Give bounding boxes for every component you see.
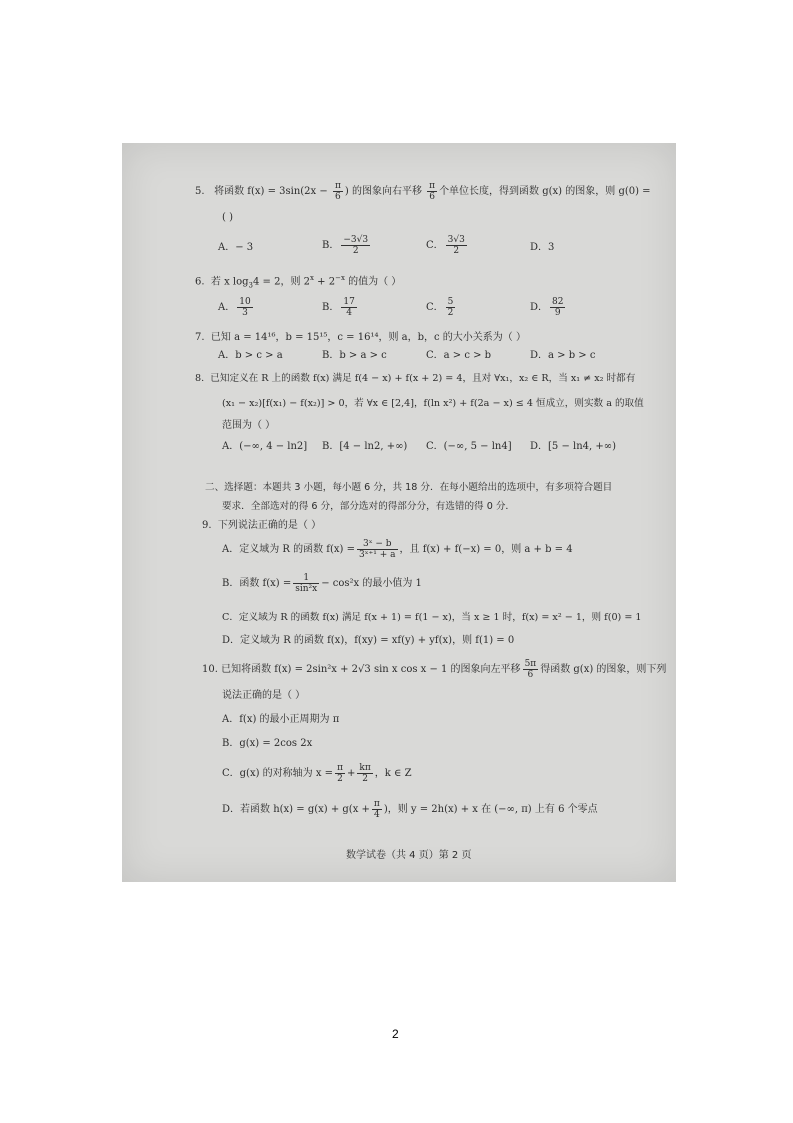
option-b: B．b > a > c (322, 350, 387, 361)
question-5 (195, 181, 651, 202)
option-a: A． $\frac{10}{3}$ (218, 297, 251, 318)
option-c: C．定义域为 R 的函数 f(x) 满足 f(x + 1) = f(1 − x)，当 x ≥ 1 时，f(x) = x² − 1，则 f(0) = 1 (222, 612, 642, 623)
scanned-exam-page (122, 143, 676, 882)
option-a: A．(−∞, 4 − ln2] (222, 441, 308, 452)
question-7: 7. 已知 a = 14¹⁶，b = 15¹⁵，c = 16¹⁴，则 a，b，c 的大小关系为（ ） (195, 332, 526, 343)
question-9: 9. 下列说法正确的是（ ） (202, 520, 322, 531)
option-a: A．b > c > a (218, 350, 283, 361)
option-a: A．f(x) 的最小正周期为 π (222, 714, 340, 725)
question-text: 个单位长度，得到函数 g(x) 的图象，则 g(0) = (439, 186, 651, 197)
question-10-line2: 说法正确的是（ ） (222, 690, 306, 701)
section-heading: 二、选择题：本题共 3 小题，每小题 6 分，共 18 分．在每小题给出的选项中，有多项符合题目 (205, 482, 613, 493)
page-number: 2 (392, 1027, 399, 1041)
section-heading-line2: 要求．全部选对的得 6 分，部分选对的得部分分，有选错的得 0 分． (222, 501, 516, 512)
option-c: C． $\frac{5}{2}$ (426, 297, 454, 318)
option-c: C．(−∞, 5 − ln4] (426, 441, 512, 452)
option-d: D． $\frac{82}{9}$ (530, 297, 564, 318)
question-text: ) 的图象向右平移 (344, 186, 422, 197)
question-8: 8. 已知定义在 R 上的函数 f(x) 满足 f(4 − x) + f(x + 2) = 4，且对 ∀x₁，x₂ ∈ R，当 x₁ ≠ x₂ 时都有 (195, 373, 636, 384)
option-b: B．[4 − ln2, +∞) (322, 441, 408, 452)
option-d: D．定义域为 R 的函数 f(x)，f(xy) = xf(y) + yf(x)，则 f(1) = 0 (222, 635, 515, 646)
answer-paren: ( ) (222, 212, 233, 223)
option-d: D．若函数 h(x) = g(x) + g(x + $\frac{\pi}{4}$ )，则 y = 2h(x) + x 在 (−∞, π) 上有 6 个零点 (222, 799, 598, 820)
option-b: B． $\frac{-3√3}{2}$ (322, 235, 369, 256)
question-8-line2: (x₁ − x₂)[f(x₁) − f(x₂)] > 0，若 ∀x ∈ [2,4]，f(ln x²) + f(2a − x) ≤ 4 恒成立，则实数 a 的取值 (222, 398, 644, 409)
question-text: 将函数 f(x) = 3sin(2x − (214, 186, 328, 197)
question-number: 5. (195, 186, 205, 197)
page-footer: 数学试卷（共 4 页）第 2 页 (346, 850, 472, 861)
option-d: D．[5 − ln4, +∞) (530, 441, 616, 452)
fraction: $\frac{\pi}{6}$ (429, 181, 436, 202)
fraction: $\frac{\pi}{6}$ (334, 181, 341, 202)
option-c: C．g(x) 的对称轴为 x = $\frac{\pi}{2}$ + $\frac{k\pi}{2}$ ，k ∈ Z (222, 763, 412, 784)
option-a: A．− 3 (218, 242, 254, 253)
question-6: 6. 若 x $\log_34 = 2$，则 $2^x + 2^{-x}$ 的值为（ ） (195, 274, 402, 290)
option-b: B． $\frac{17}{4}$ (322, 297, 355, 318)
option-d: D．3 (530, 242, 555, 253)
option-b: B．函数 f(x) = $\frac{1}{\text{sin²x}}$ − cos²x 的最小值为 1 (222, 573, 422, 594)
question-8-line3: 范围为（ ） (222, 420, 276, 431)
option-c: C．a > c > b (426, 350, 492, 361)
option-a: A．定义域为 R 的函数 f(x) = $\frac{\text{3ˣ − b}}{\text{3ˣ⁺¹ + a}}$ ，且 f(x) + f(−x) = 0，则 a + b = 4 (222, 539, 573, 560)
option-c: C． $\frac{3√3}{2}$ (426, 235, 465, 256)
option-b: B．g(x) = 2cos 2x (222, 738, 313, 749)
question-10: 10. 已知将函数 f(x) = 2sin²x + 2√3 sin x cos x − 1 的图象向左平移 $\frac{5\pi}{6}$ 得函数 g(x) 的图象，则下列 (202, 659, 667, 680)
option-d: D．a > b > c (530, 350, 596, 361)
